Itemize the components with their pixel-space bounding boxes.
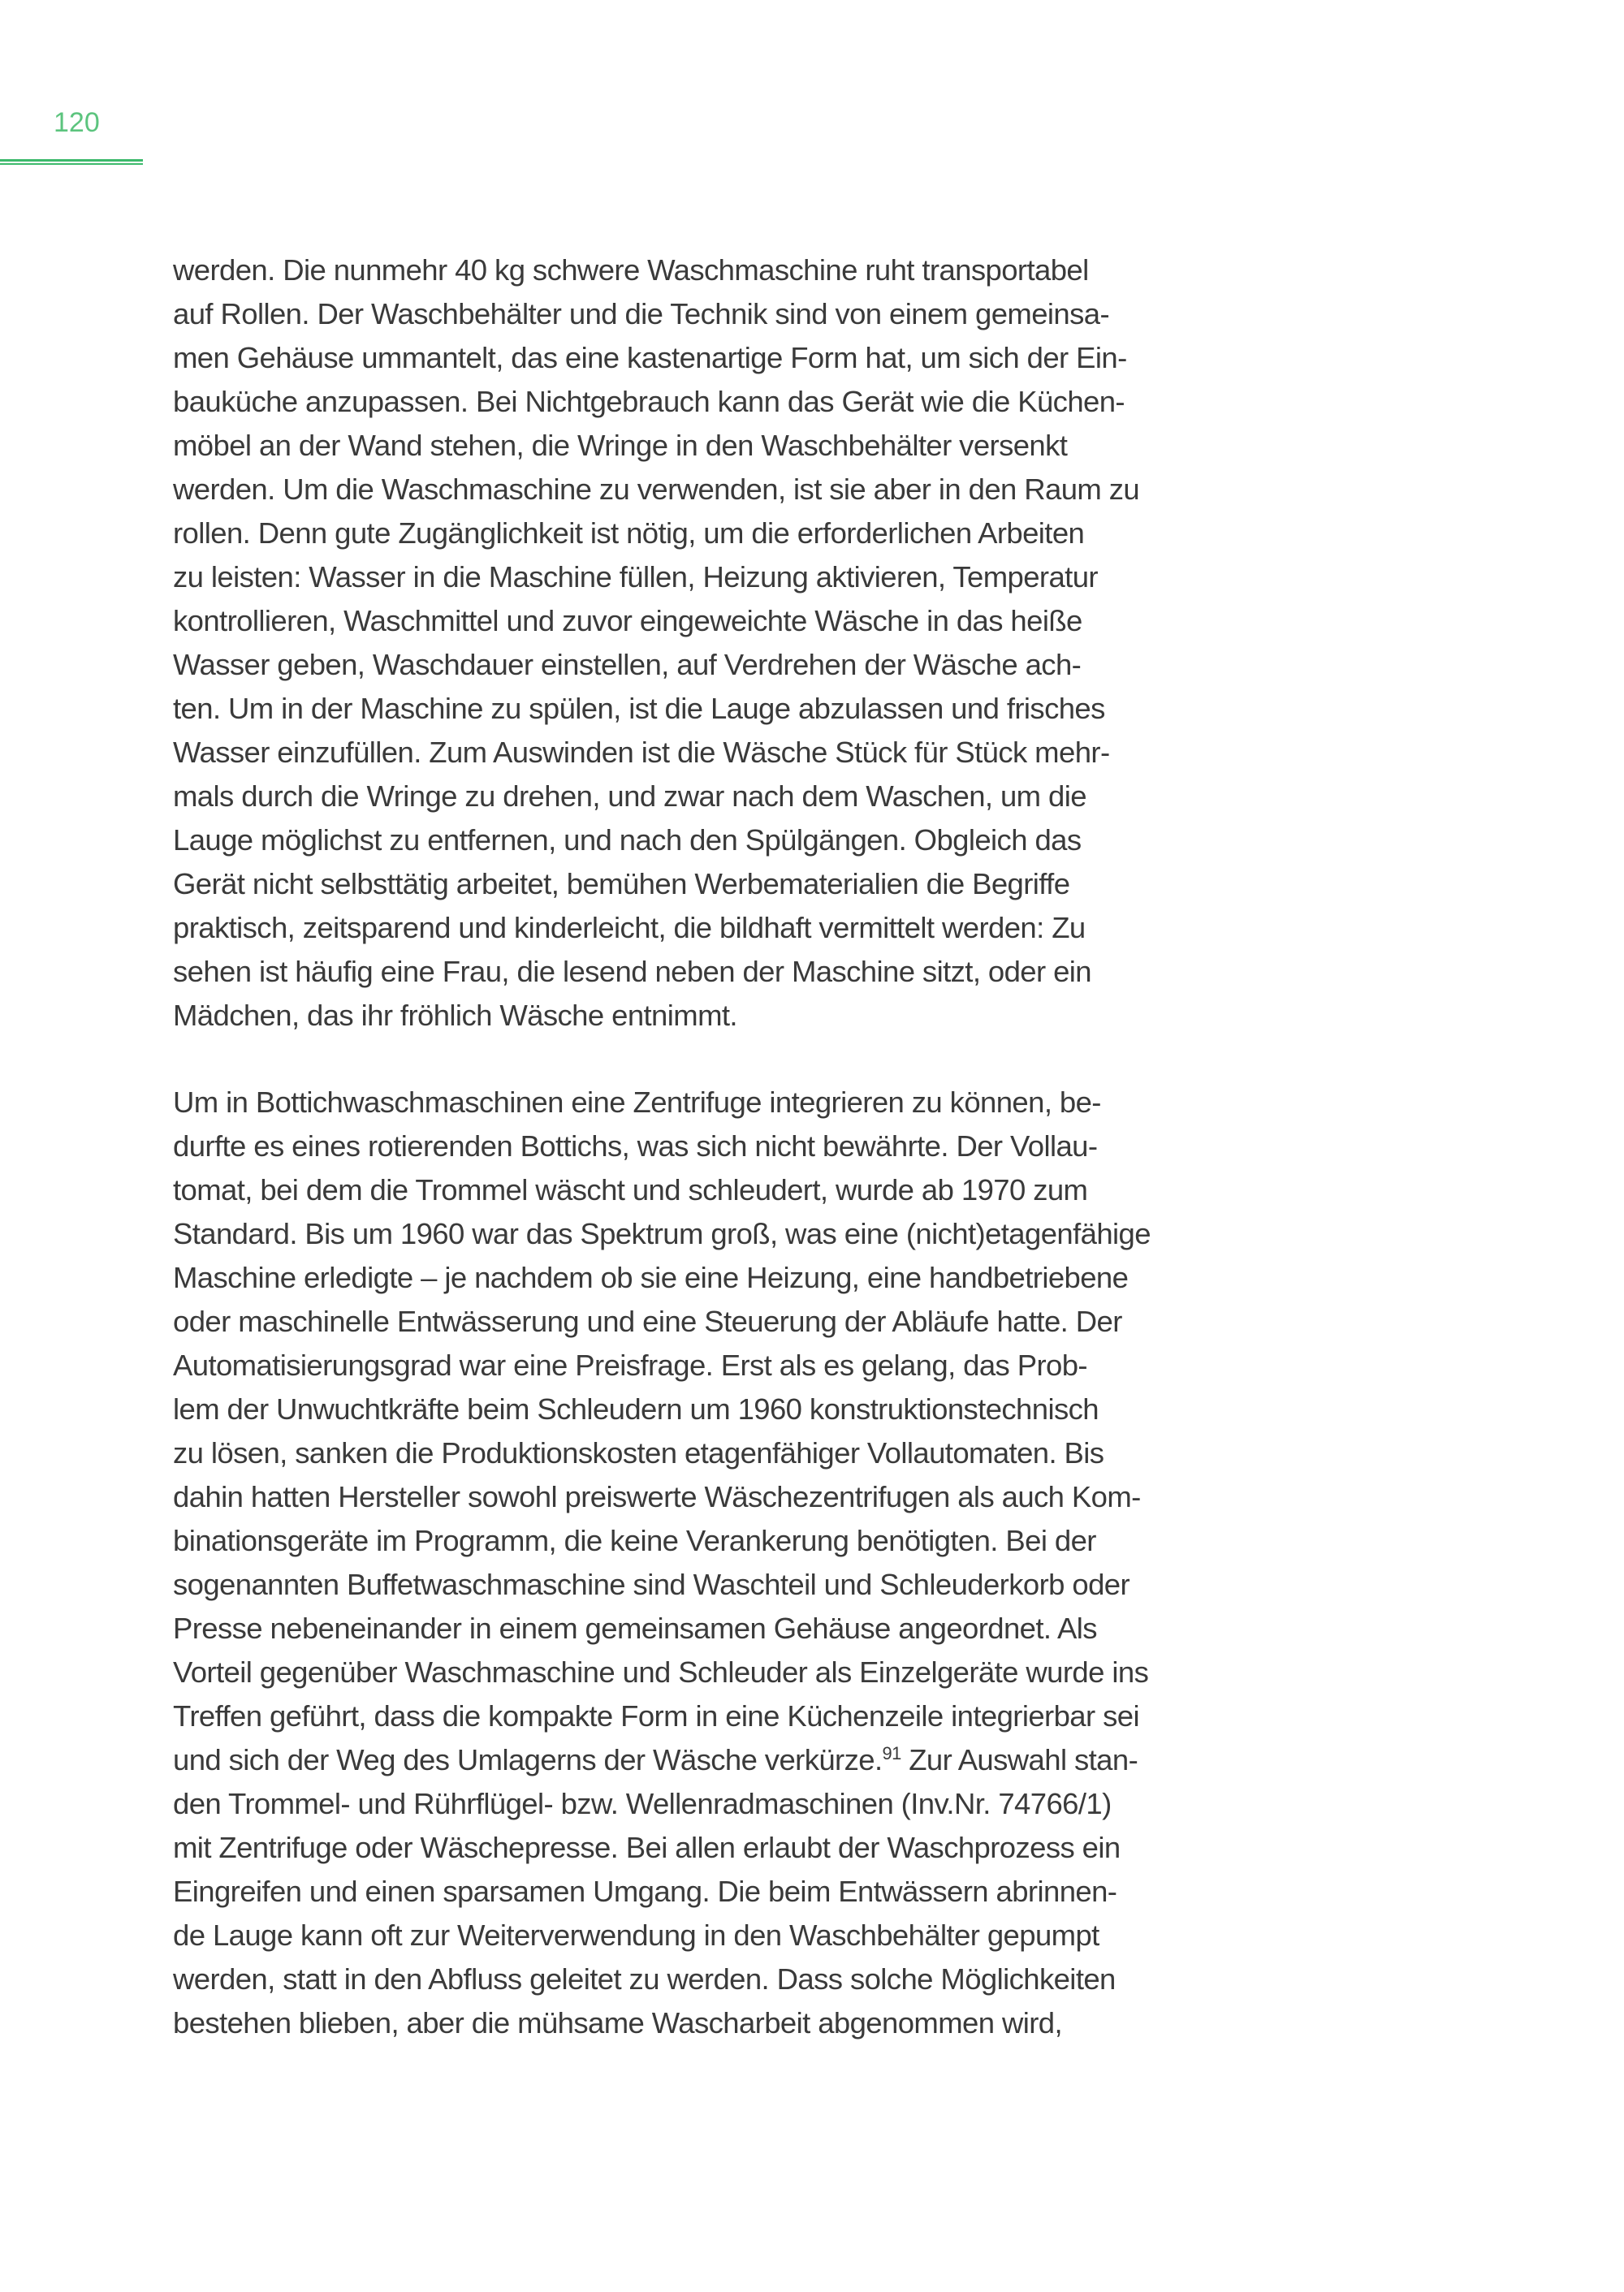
- text-line-content: oder maschinelle Entwässerung und eine Steuerung der Abläufe hatte. Der: [173, 1305, 1122, 1338]
- text-line: [173, 994, 1277, 1038]
- text-line: [173, 1256, 1277, 1300]
- text-line-content: lem der Unwuchtkräfte beim Schleudern um 1960 konstruktionstechnisch: [173, 1392, 1099, 1426]
- paragraph-1: [173, 248, 1277, 1038]
- text-line-content: mit Zentrifuge oder Wäschepresse. Bei allen erlaubt der Waschprozess ein: [173, 1831, 1121, 1864]
- text-line: [173, 2001, 1277, 2045]
- text-line: [173, 1475, 1277, 1519]
- text-line-content: de Lauge kann oft zur Weiterverwendung in den Waschbehälter gepumpt: [173, 1919, 1099, 1952]
- text-line: [173, 555, 1277, 599]
- text-line-content: sehen ist häufig eine Frau, die lesend neben der Maschine sitzt, oder ein: [173, 955, 1092, 988]
- text-line: [173, 1607, 1277, 1651]
- text-line-content: Treffen geführt, dass die kompakte Form in eine Küchenzeile integrierbar sei: [173, 1699, 1139, 1733]
- text-line-content: ten. Um in der Maschine zu spülen, ist die Lauge abzulassen und frisches: [173, 692, 1105, 725]
- text-line: [173, 1914, 1277, 1957]
- text-line: [173, 775, 1277, 818]
- text-line: [173, 1344, 1277, 1388]
- text-line-content: Vorteil gegenüber Waschmaschine und Schleuder als Einzelgeräte wurde ins: [173, 1655, 1149, 1689]
- text-line: [173, 643, 1277, 687]
- text-line-content: men Gehäuse ummantelt, das eine kastenartige Form hat, um sich der Ein-: [173, 341, 1127, 374]
- text-line: [173, 511, 1277, 555]
- footnote-reference[interactable]: 91: [882, 1742, 901, 1763]
- text-line: [173, 1651, 1277, 1694]
- text-line: [173, 599, 1277, 643]
- text-line-content: zu lösen, sanken die Produktionskosten etagenfähiger Vollautomaten. Bis: [173, 1436, 1104, 1470]
- text-line: [173, 1738, 1277, 1782]
- text-line-content: Lauge möglichst zu entfernen, und nach den Spülgängen. Obgleich das: [173, 823, 1082, 857]
- text-line-content: Presse nebeneinander in einem gemeinsamen Gehäuse angeordnet. Als: [173, 1612, 1097, 1645]
- text-line-content: Eingreifen und einen sparsamen Umgang. Die beim Entwässern abrinnen-: [173, 1875, 1117, 1908]
- text-line: [173, 1519, 1277, 1563]
- text-line: [173, 424, 1277, 468]
- text-line-content: Wasser geben, Waschdauer einstellen, auf Verdrehen der Wäsche ach-: [173, 648, 1082, 681]
- text-line: [173, 1431, 1277, 1475]
- text-line-content: werden. Die nunmehr 40 kg schwere Waschmaschine ruht transportabel: [173, 253, 1089, 287]
- text-line: [173, 1300, 1277, 1344]
- text-line: [173, 731, 1277, 775]
- text-line: [173, 1782, 1277, 1826]
- text-line-content: Automatisierungsgrad war eine Preisfrage. Erst als es gelang, das Prob-: [173, 1349, 1087, 1382]
- text-line: [173, 1563, 1277, 1607]
- text-line-content: Maschine erledigte – je nachdem ob sie eine Heizung, eine handbetriebene: [173, 1261, 1129, 1294]
- text-line-content: tomat, bei dem die Trommel wäscht und schleudert, wurde ab 1970 zum: [173, 1173, 1088, 1206]
- text-line: [173, 1388, 1277, 1431]
- text-line-content: werden, statt in den Abfluss geleitet zu werden. Dass solche Möglichkeiten: [173, 1962, 1116, 1996]
- text-line-content: Gerät nicht selbsttätig arbeitet, bemühen Werbematerialien die Begriffe: [173, 867, 1070, 900]
- text-line-content: bestehen blieben, aber die mühsame Wascharbeit abgenommen wird,: [173, 2006, 1063, 2039]
- text-line: [173, 1957, 1277, 2001]
- text-line-content: binationsgeräte im Programm, die keine Verankerung benötigten. Bei der: [173, 1524, 1096, 1557]
- text-line-tail: Zur Auswahl stan-: [901, 1743, 1138, 1776]
- text-line: [173, 862, 1277, 906]
- text-line: [173, 292, 1277, 336]
- text-line: [173, 336, 1277, 380]
- paragraph-2: [173, 1081, 1277, 2045]
- text-line-content: dahin hatten Hersteller sowohl preiswerte Wäschezentrifugen als auch Kom-: [173, 1480, 1141, 1513]
- text-line-content: sogenannten Buffetwaschmaschine sind Waschteil und Schleuderkorb oder: [173, 1568, 1130, 1601]
- text-line-content: Mädchen, das ihr fröhlich Wäsche entnimmt.: [173, 999, 737, 1032]
- text-line: [173, 1212, 1277, 1256]
- text-line-content: mals durch die Wringe zu drehen, und zwar nach dem Waschen, um die: [173, 779, 1086, 813]
- text-line-content: den Trommel- und Rührflügel- bzw. Wellenradmaschinen (Inv.Nr. 74766/1): [173, 1787, 1112, 1820]
- text-line-content: rollen. Denn gute Zugänglichkeit ist nötig, um die erforderlichen Arbeiten: [173, 516, 1085, 550]
- header-rule: [0, 159, 143, 165]
- text-line: [173, 818, 1277, 862]
- text-line-content: durfte es eines rotierenden Bottichs, was sich nicht bewährte. Der Vollau-: [173, 1129, 1098, 1163]
- text-line: [173, 1826, 1277, 1870]
- text-line: [173, 1124, 1277, 1168]
- text-line: [173, 950, 1277, 994]
- text-line-content: auf Rollen. Der Waschbehälter und die Technik sind von einem gemeinsa-: [173, 297, 1110, 330]
- text-line-content: werden. Um die Waschmaschine zu verwenden, ist sie aber in den Raum zu: [173, 473, 1140, 506]
- text-line: [173, 687, 1277, 731]
- text-line: [173, 468, 1277, 511]
- page-number: 120: [54, 107, 100, 138]
- text-line: [173, 248, 1277, 292]
- text-line-content: bauküche anzupassen. Bei Nichtgebrauch kann das Gerät wie die Küchen-: [173, 385, 1125, 418]
- text-line: [173, 906, 1277, 950]
- text-line: [173, 1081, 1277, 1124]
- text-line: [173, 1168, 1277, 1212]
- text-line-content: Um in Bottichwaschmaschinen eine Zentrifuge integrieren zu können, be-: [173, 1086, 1101, 1119]
- text-line-content: möbel an der Wand stehen, die Wringe in den Waschbehälter versenkt: [173, 429, 1068, 462]
- text-line-content: Standard. Bis um 1960 war das Spektrum groß, was eine (nicht)etagenfähige: [173, 1217, 1151, 1250]
- text-line-content: kontrollieren, Waschmittel und zuvor eingeweichte Wäsche in das heiße: [173, 604, 1082, 637]
- text-line: [173, 1870, 1277, 1914]
- text-line: [173, 1694, 1277, 1738]
- text-line-content: zu leisten: Wasser in die Maschine füllen, Heizung aktivieren, Temperatur: [173, 560, 1098, 594]
- text-line-content: und sich der Weg des Umlagerns der Wäsche verkürze.: [173, 1743, 883, 1776]
- text-line-content: praktisch, zeitsparend und kinderleicht, die bildhaft vermittelt werden: Zu: [173, 911, 1086, 944]
- text-line: [173, 380, 1277, 424]
- text-line-content: Wasser einzufüllen. Zum Auswinden ist die Wäsche Stück für Stück mehr-: [173, 736, 1110, 769]
